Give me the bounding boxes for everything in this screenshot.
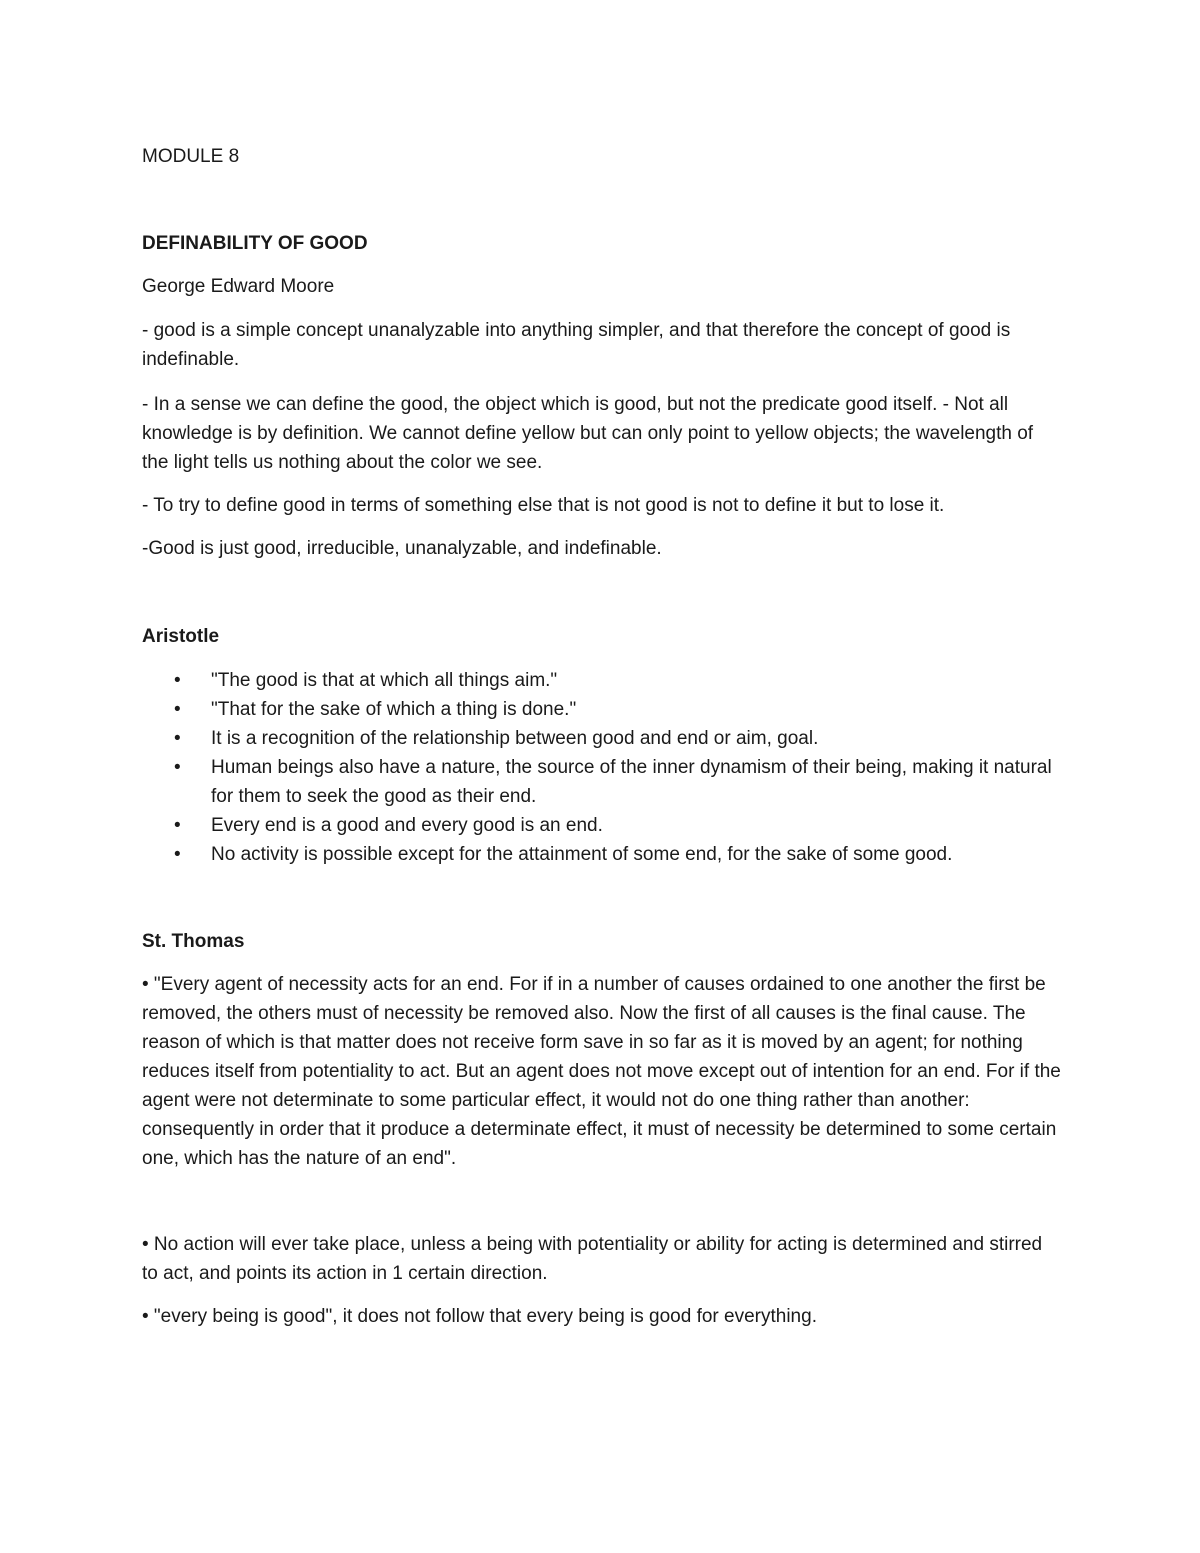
list-item-text: Every end is a good and every good is an end. [211, 815, 603, 836]
list-item [142, 695, 1062, 724]
list-item [142, 666, 1062, 695]
bullet-icon: • [174, 815, 181, 836]
list-item [142, 811, 1062, 840]
thomas-heading: St. Thomas [142, 931, 245, 952]
bullet-icon: • [174, 670, 181, 691]
thomas-paragraph-1: • "Every agent of necessity acts for an end. For if in a number of causes ordained to one another the first be removed, the others must of necessity be removed also. Now the first of all causes is the final cause. The reason of which is that matter does not receive form save in so far as it is moved by an agent; for nothing reduces itself from potentiality to act. But an agent does not move except out of intention for an end. For if the agent were not determinate to some particular effect, it would not do one thing rather than another: consequently in order that it produce a determinate effect, it must of necessity be determined to some certain one, which has the nature of an end". [142, 974, 1061, 1169]
aristotle-bullet-list [142, 666, 1062, 869]
bullet-icon: • [174, 699, 181, 720]
thomas-paragraph-3: • "every being is good", it does not follow that every being is good for everything. [142, 1306, 817, 1327]
moore-paragraph-4: -Good is just good, irreducible, unanalyzable, and indefinable. [142, 538, 662, 559]
list-item-text: Human beings also have a nature, the source of the inner dynamism of their being, making it natural for them to seek the good as their end. [211, 757, 1052, 807]
list-item [142, 840, 1062, 869]
list-item [142, 724, 1062, 753]
thomas-paragraph-2: • No action will ever take place, unless a being with potentiality or ability for acting is determined and stirred to act, and points its action in 1 certain direction. [142, 1234, 1043, 1284]
list-item-text: No activity is possible except for the attainment of some end, for the sake of some good. [211, 844, 953, 865]
list-item-text: "That for the sake of which a thing is done." [211, 699, 577, 720]
aristotle-heading: Aristotle [142, 626, 220, 647]
list-item-text: "The good is that at which all things aim." [211, 670, 558, 691]
list-item [142, 753, 1062, 811]
moore-paragraph-2: - In a sense we can define the good, the object which is good, but not the predicate good itself. - Not all knowledge is by definition. We cannot define yellow but can only point to yellow objects; the wavelength of the light tells us nothing about the color we see. [142, 394, 1034, 473]
moore-paragraph-3: - To try to define good in terms of something else that is not good is not to define it but to lose it. [142, 495, 945, 516]
moore-paragraph-1: - good is a simple concept unanalyzable into anything simpler, and that therefore the concept of good is indefinable. [142, 320, 1011, 370]
bullet-icon: • [174, 728, 181, 749]
moore-name: George Edward Moore [142, 276, 335, 297]
module-title: MODULE 8 [142, 146, 240, 167]
section-heading: DEFINABILITY OF GOOD [142, 233, 368, 254]
list-item-text: It is a recognition of the relationship between good and end or aim, goal. [211, 728, 819, 749]
bullet-icon: • [174, 844, 181, 865]
bullet-icon: • [174, 757, 181, 778]
